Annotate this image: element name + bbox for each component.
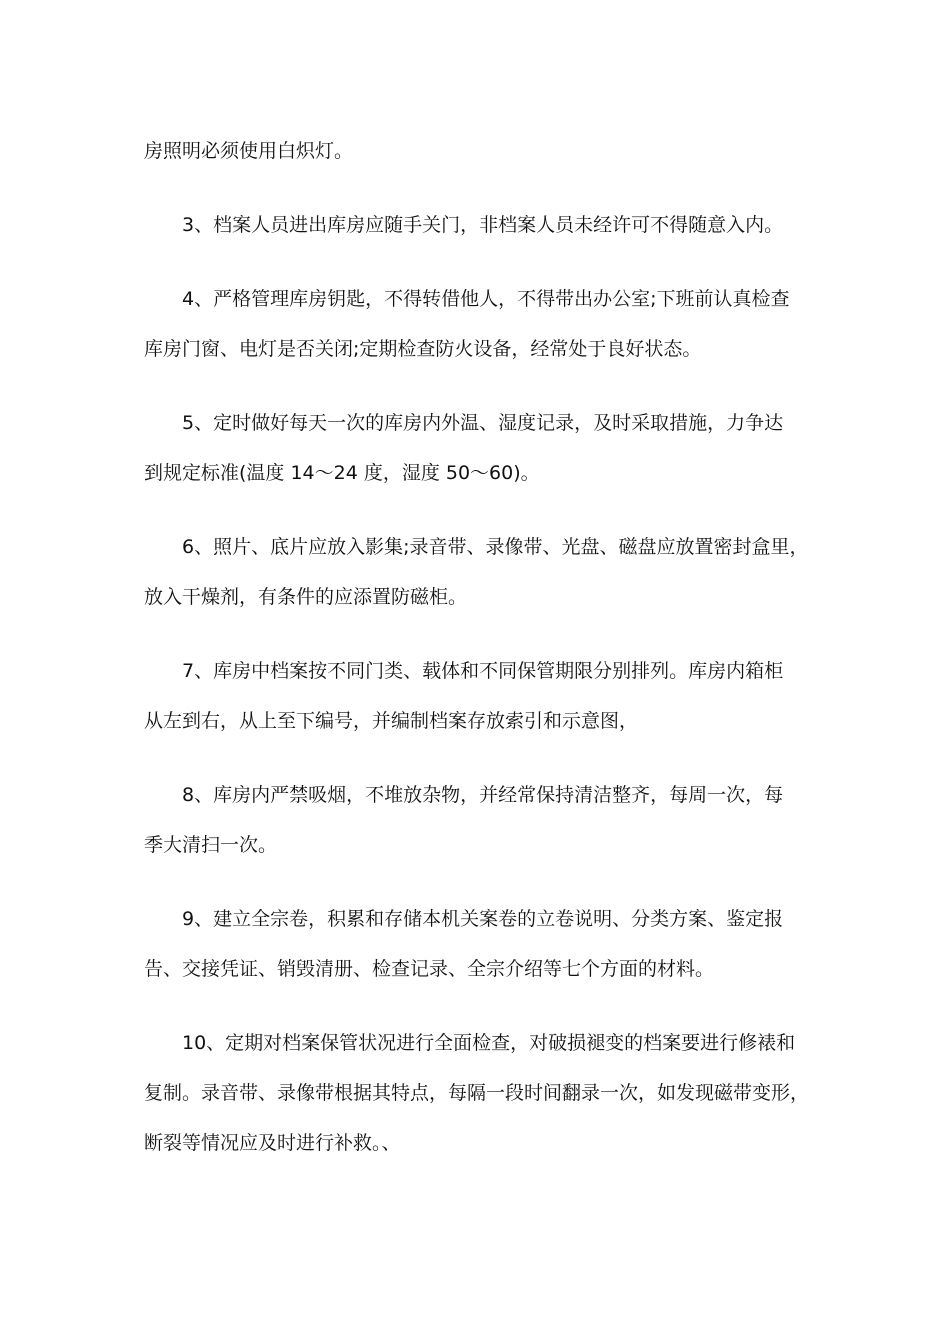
paragraph-gap xyxy=(144,622,808,646)
paragraph-gap xyxy=(144,176,808,200)
paragraph-gap xyxy=(144,374,808,398)
paragraph-line: 复制。录音带、录像带根据其特点，每隔一段时间翻录一次，如发现磁带变形， xyxy=(144,1082,810,1104)
paragraph-line: 库房门窗、电灯是否关闭;定期检查防火设备，经常处于良好状态。 xyxy=(144,338,702,360)
paragraph-rule-4 xyxy=(144,274,808,374)
paragraph-rule-6 xyxy=(144,522,808,622)
document-body xyxy=(144,126,808,1168)
paragraph-1 xyxy=(144,126,808,176)
paragraph-line: 断裂等情况应及时进行补救。、 xyxy=(144,1132,401,1154)
paragraph-line: 季大清扫一次。 xyxy=(144,834,278,856)
paragraph-line: 9、建立全宗卷，积累和存储本机关案卷的立卷说明、分类方案、鉴定报 xyxy=(182,908,784,930)
paragraph-line: 8、库房内严禁吸烟，不堆放杂物，并经常保持清洁整齐，每周一次，每 xyxy=(182,784,784,806)
paragraph-line: 3、档案人员进出库房应随手关门，非档案人员未经许可不得随意入内。 xyxy=(182,214,784,236)
paragraph-line: 房照明必须使用白炽灯。 xyxy=(144,140,354,162)
paragraph-gap xyxy=(144,250,808,274)
paragraph-line: 7、库房中档案按不同门类、载体和不同保管期限分别排列。库房内箱柜 xyxy=(182,660,784,682)
paragraph-line: 4、严格管理库房钥匙，不得转借他人，不得带出办公室;下班前认真检查 xyxy=(182,288,790,310)
paragraph-line: 从左到右，从上至下编号，并编制档案存放索引和示意图， xyxy=(144,710,639,732)
paragraph-gap xyxy=(144,746,808,770)
paragraph-line: 到规定标准(温度 14～24 度，湿度 50～60)。 xyxy=(144,462,540,484)
paragraph-line: 5、定时做好每天一次的库房内外温、湿度记录，及时采取措施，力争达 xyxy=(182,412,784,434)
paragraph-line: 10、定期对档案保管状况进行全面检查，对破损褪变的档案要进行修裱和 xyxy=(182,1032,796,1054)
paragraph-line: 告、交接凭证、销毁清册、检查记录、全宗介绍等七个方面的材料。 xyxy=(144,958,715,980)
paragraph-gap xyxy=(144,994,808,1018)
paragraph-rule-10 xyxy=(144,1018,808,1168)
paragraph-rule-9 xyxy=(144,894,808,994)
paragraph-rule-5 xyxy=(144,398,808,498)
paragraph-rule-8 xyxy=(144,770,808,870)
paragraph-line: 6、照片、底片应放入影集;录音带、录像带、光盘、磁盘应放置密封盒里， xyxy=(182,536,809,558)
paragraph-line: 放入干燥剂，有条件的应添置防磁柜。 xyxy=(144,586,468,608)
paragraph-gap xyxy=(144,870,808,894)
paragraph-rule-7 xyxy=(144,646,808,746)
paragraph-gap xyxy=(144,498,808,522)
paragraph-rule-3 xyxy=(144,200,808,250)
